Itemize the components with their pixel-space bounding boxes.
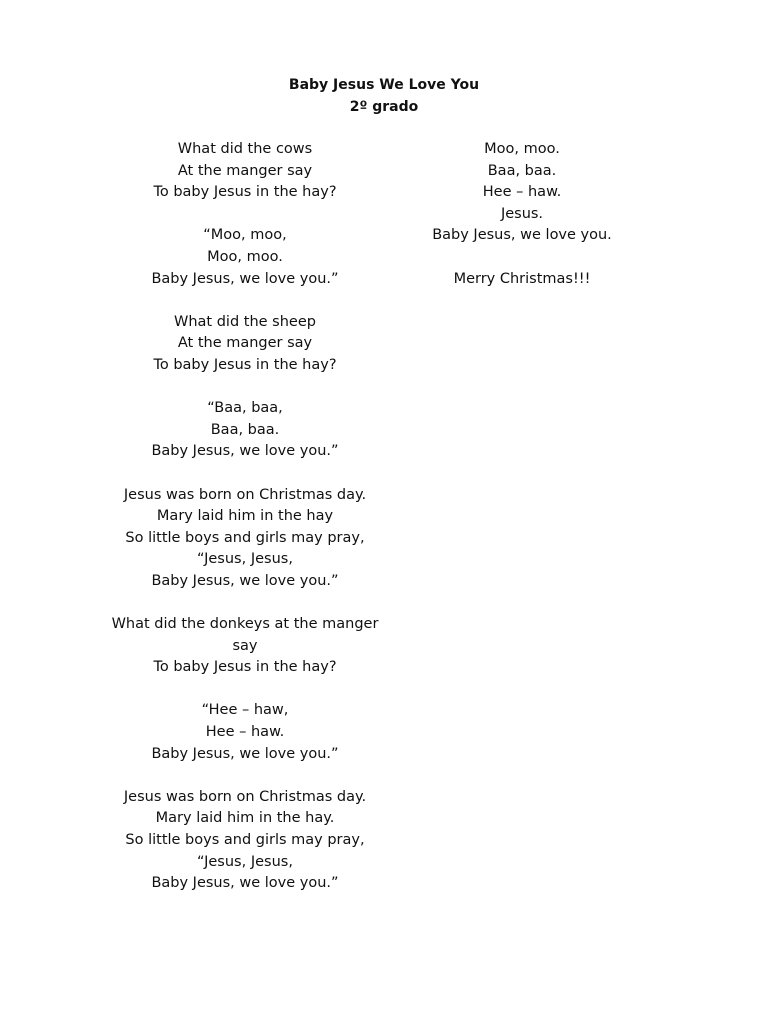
lyric-line: Baby Jesus, we love you.” <box>151 443 339 460</box>
lyric-line: Baby Jesus, we love you.” <box>151 270 339 287</box>
song-title: Baby Jesus We Love You <box>288 77 480 93</box>
lyric-line: “Hee – haw, <box>201 702 289 719</box>
stanza-break <box>100 377 390 399</box>
lyric-line: Baa, baa. <box>210 421 280 438</box>
lyric-line: “Moo, moo, <box>203 227 287 244</box>
lyric-line: So little boys and girls may pray, <box>125 529 365 546</box>
lyric-line: Jesus was born on Christmas day. <box>123 788 367 805</box>
lyric-line: Baby Jesus, we love you.” <box>151 875 339 892</box>
stanza-break <box>412 247 632 269</box>
lyric-line: Mary laid him in the hay <box>156 508 334 525</box>
lyric-line: Moo, moo. <box>207 248 283 265</box>
lyric-line: “Jesus, Jesus, <box>197 551 293 568</box>
stanza-break <box>100 463 390 485</box>
lyric-line: What did the sheep <box>174 313 316 330</box>
lyric-line: Mary laid him in the hay. <box>155 810 335 827</box>
stanza-break <box>100 592 390 614</box>
stanza-break <box>100 204 390 226</box>
lyric-line: Merry Christmas!!! <box>453 270 591 287</box>
lyric-line: Hee – haw. <box>205 724 285 741</box>
lyric-line: So little boys and girls may pray, <box>125 832 365 848</box>
lyric-line: At the manger say <box>177 162 313 179</box>
lyric-line: To baby Jesus in the hay? <box>153 659 337 676</box>
lyric-line: To baby Jesus in the hay? <box>153 356 337 373</box>
lyric-line: Moo, moo. <box>484 141 560 157</box>
lyric-line: To baby Jesus in the hay? <box>153 184 337 201</box>
lyric-line: “Baa, baa, <box>207 400 283 417</box>
stanza-break <box>100 679 390 701</box>
lyric-line: Baby Jesus, we love you.” <box>151 745 339 762</box>
lyric-line: Baby Jesus, we love you. <box>432 227 612 244</box>
lyric-line: Baa, baa. <box>487 162 557 179</box>
lyric-line: “Jesus, Jesus, <box>197 853 293 870</box>
lyric-line: Jesus. <box>500 205 544 222</box>
lyric-line: Hee – haw. <box>482 184 562 201</box>
lyric-line: At the manger say <box>177 335 313 352</box>
lyric-line: What did the donkeys at the manger <box>111 616 379 633</box>
stanza-break <box>100 765 390 787</box>
lyrics-right-column <box>412 139 632 290</box>
stanza-break <box>100 290 390 312</box>
lyrics-left-column <box>100 139 390 895</box>
lyric-line: Jesus was born on Christmas day. <box>123 486 367 503</box>
lyric-line: What did the cows <box>177 141 313 157</box>
lyric-line: say <box>232 637 258 654</box>
grade-subtitle: 2º grado <box>349 99 419 115</box>
lyric-line: Baby Jesus, we love you.” <box>151 572 339 589</box>
